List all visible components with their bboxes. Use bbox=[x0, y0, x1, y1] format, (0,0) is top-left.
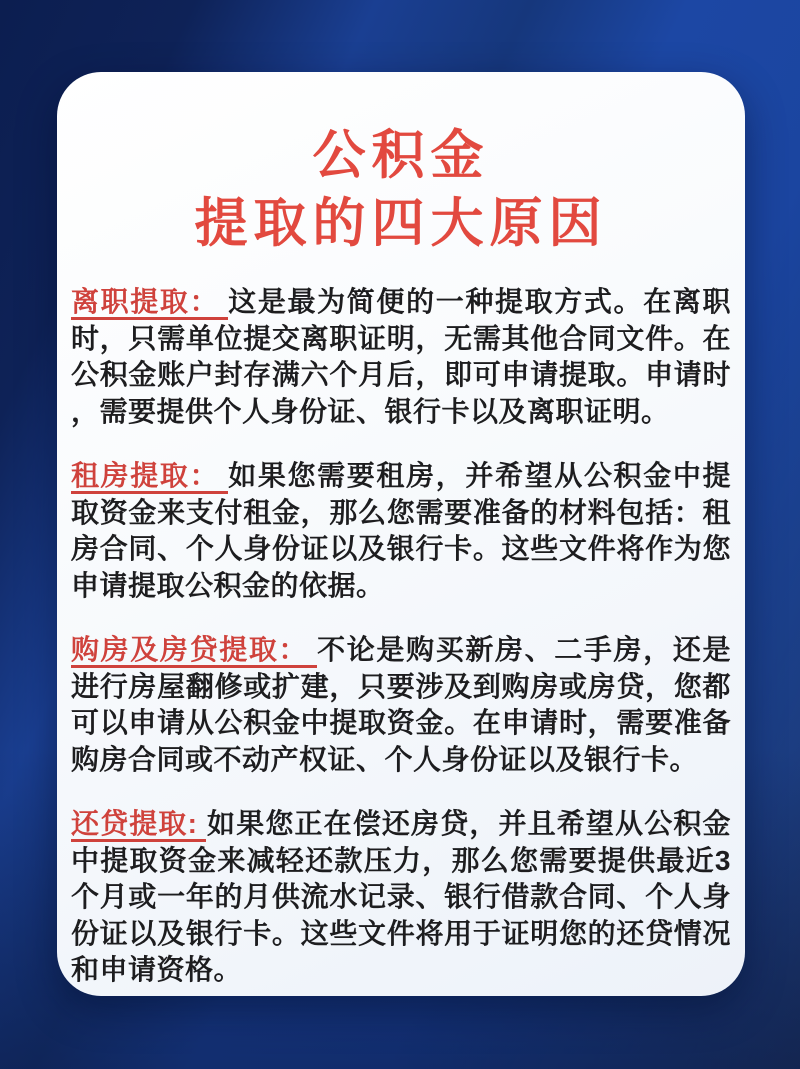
poster-title-line-2: 提取的四大原因 bbox=[194, 194, 608, 253]
section-body-home-purchase: 不论是购买新房、二手房，还是进行房屋翻修或扩建，只要涉及到购房或房贷，您都可以申请从公积金中提取资金。在申请时，需要准备购房合同或不动产权证、个人身份证以及银行卡。 bbox=[71, 634, 731, 775]
section-body-resignation: 这是最为简便的一种提取方式。在离职时，只需单位提交离职证明，无需其他合同文件。在公积金账户封存满六个月后，即可申请提取。申请时，需要提供个人身份证、银行卡以及离职证明。 bbox=[71, 286, 731, 427]
section-rent-withdrawal bbox=[71, 458, 731, 604]
poster-title bbox=[57, 122, 745, 258]
section-resignation-withdrawal bbox=[71, 284, 731, 430]
section-body-loan-repayment: 如果您正在偿还房贷，并且希望从公积金中提取资金来减轻还款压力，那么您需要提供最近3个月或一年的月供流水记录、银行借款合同、个人身份证以及银行卡。这些文件将用于证明您的还贷情况和申请资格。 bbox=[71, 808, 731, 985]
info-card bbox=[57, 72, 745, 996]
section-home-purchase-loan-withdrawal bbox=[71, 632, 731, 778]
section-heading-loan-repayment: 还贷提取: bbox=[71, 808, 206, 842]
section-loan-repayment-withdrawal bbox=[71, 806, 731, 989]
section-heading-rent: 租房提取： bbox=[71, 460, 228, 494]
poster-title-line-1: 公积金 bbox=[312, 126, 490, 185]
sections-list bbox=[71, 284, 731, 989]
section-body-rent: 如果您需要租房，并希望从公积金中提取资金来支付租金，那么您需要准备的材料包括：租房合同、个人身份证以及银行卡。这些文件将作为您申请提取公积金的依据。 bbox=[71, 460, 731, 601]
section-heading-home-purchase: 购房及房贷提取： bbox=[71, 634, 317, 668]
section-heading-resignation: 离职提取： bbox=[71, 286, 228, 320]
